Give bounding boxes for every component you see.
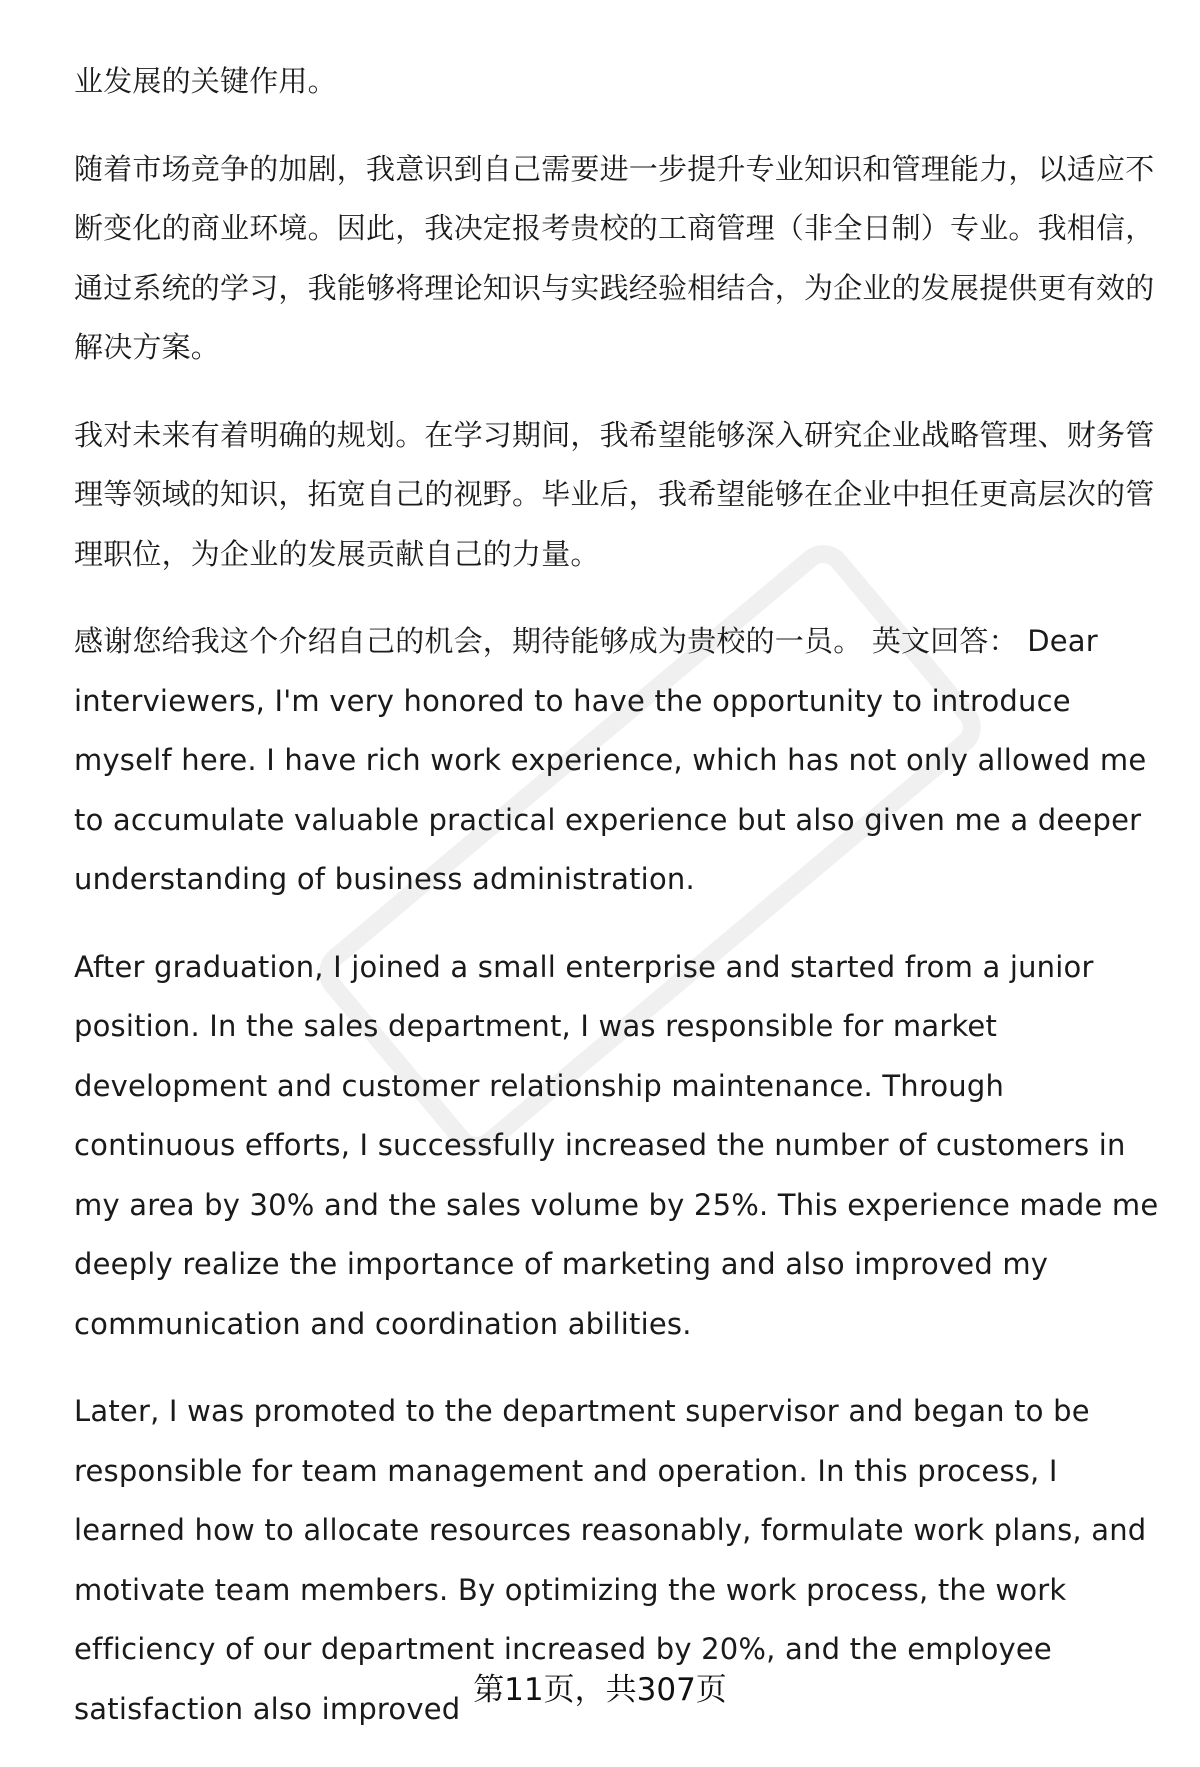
paragraph-5: After graduation, I joined a small enterprise and started from a junior position. In the sales department, I was responsible for market development and customer relationship maintenance. Through continuous efforts, I successfully increased the number of customers in my area by 30% and the sales volume by 25%. This experience made me deeply realize the importance of marketing and also improved my communication and coordination abilities. (74, 949, 1159, 1341)
document-body (74, 52, 1164, 1767)
page-number: 第11页，共307页 (473, 1672, 727, 1708)
paragraph-2: 随着市场竞争的加剧，我意识到自己需要进一步提升专业知识和管理能力，以适应不断变化的商业环境。因此，我决定报考贵校的工商管理（非全日制）专业。我相信，通过系统的学习，我能够将理论知识与实践经验相结合，为企业的发展提供更有效的解决方案。 (74, 151, 1155, 364)
paragraph-6: Later, I was promoted to the department supervisor and began to be responsible for team management and operation. In this process, I learned how to allocate resources reasonably, formulate work plans, and motivate team members. By optimizing the work process, the work efficiency of our department increased by 20%, and the employee satisfaction also improved (74, 1394, 1147, 1726)
paragraph-1: 业发展的关键作用。 (74, 64, 337, 98)
paragraph-3: 我对未来有着明确的规划。在学习期间，我希望能够深入研究企业战略管理、财务管理等领域的知识，拓宽自己的视野。毕业后，我希望能够在企业中担任更高层次的管理职位，为企业的发展贡献自己的力量。 (74, 417, 1155, 571)
paragraph-4: 感谢您给我这个介绍自己的机会，期待能够成为贵校的一员。 英文回答： Dear interviewers, I'm very honored to have the opportunity to introduce myself here. I have rich work experience, which has not only allowed me to accumulate valuable practical experience but also given me a deeper understanding of business administration. (74, 624, 1147, 896)
